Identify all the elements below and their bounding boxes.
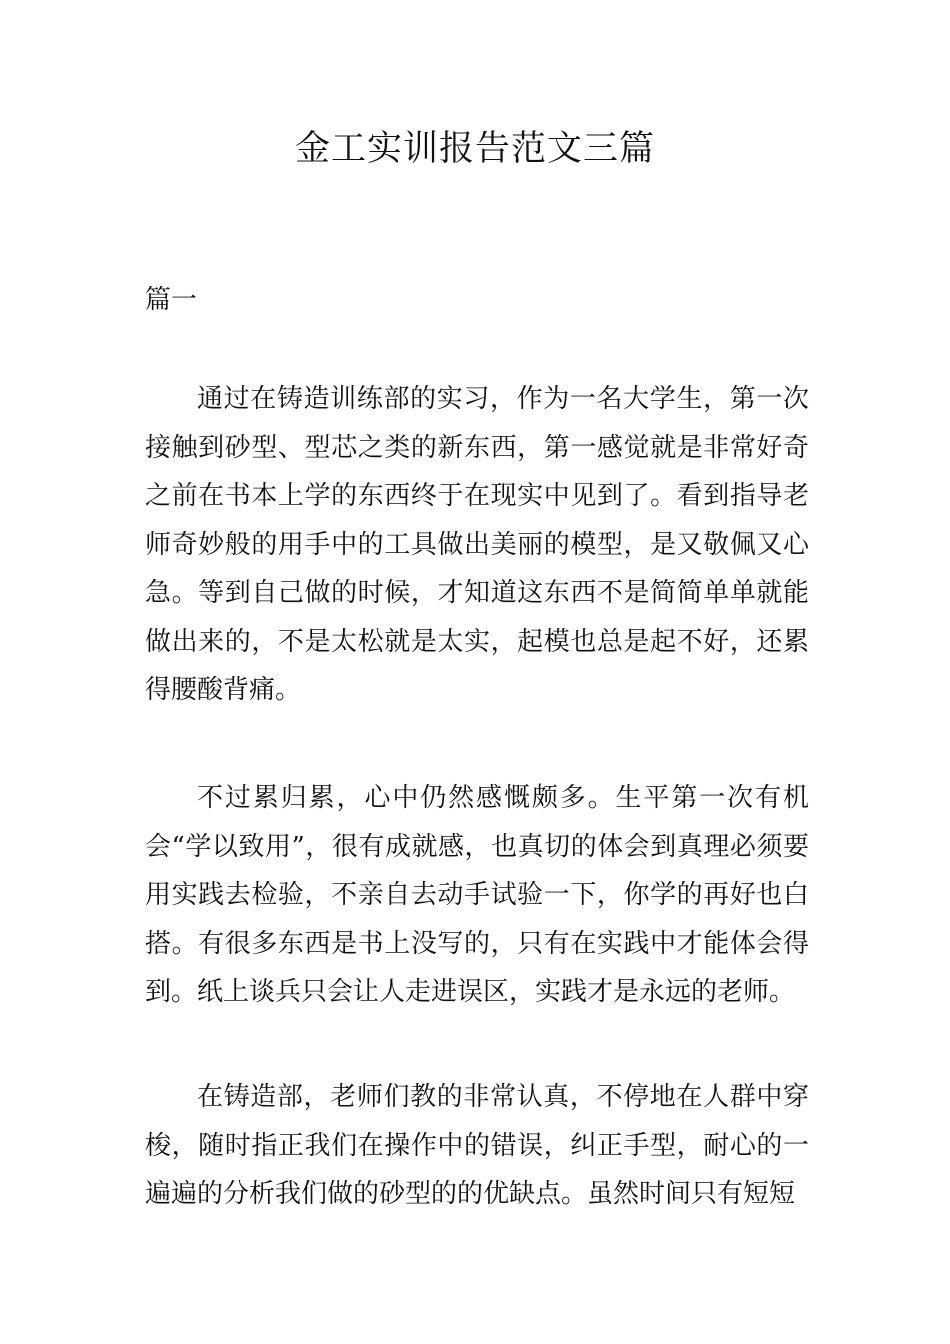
paragraph-2: 不过累归累，心中仍然感慨颇多。生平第一次有机会“学以致用”，很有成就感，也真切的体会到真理必须要用实践去检验，不亲自去动手试验一下，你学的再好也白搭。有很多东西是书上没写的，只有在实践中才能体会得到。纸上谈兵只会让人走进误区，实践才是永远的老师。	[145, 783, 809, 1007]
paragraph-3: 在铸造部，老师们教的非常认真，不停地在人群中穿梭，随时指正我们在操作中的错误，纠正手型，耐心的一遍遍的分析我们做的砂型的的优缺点。虽然时间只有短短	[145, 1082, 809, 1209]
section-heading: 篇一	[145, 285, 198, 315]
document-title: 金工实训报告范文三篇	[294, 129, 655, 169]
paragraph-1: 通过在铸造训练部的实习，作为一名大学生，第一次接触到砂型、型芯之类的新东西，第一感觉就是非常好奇之前在书本上学的东西终于在现实中见到了。看到指导老师奇妙般的用手中的工具做出美丽的模型，是又敬佩又心急。等到自己做的时候，才知道这东西不是简简单单就能做出来的，不是太松就是太实，起模也总是起不好，还累得腰酸背痛。	[145, 384, 809, 705]
